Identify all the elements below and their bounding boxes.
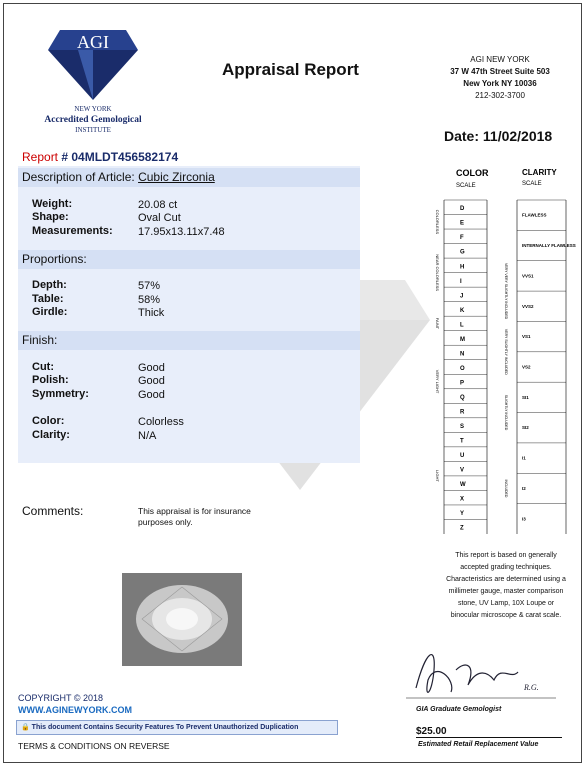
address-line: AGI NEW YORK — [470, 55, 530, 64]
details-panel — [18, 166, 360, 463]
gemstone-photo — [122, 573, 242, 666]
color-grade-letter: H — [460, 264, 465, 271]
color-group-label: NEAR COLORLESS — [435, 254, 440, 291]
website-link[interactable]: WWW.AGINEWYORK.COM — [18, 705, 132, 715]
description-label: Description of Article: — [22, 170, 135, 184]
price-label: Estimated Retail Replacement Value — [418, 741, 539, 748]
clarity-label: Clarity: — [32, 429, 70, 441]
proportions-section — [18, 250, 360, 269]
logo-sub3: INSTITUTE — [75, 126, 111, 134]
report-id: # 04MLDT456582174 — [61, 150, 179, 164]
color-grade-letter: I — [460, 278, 462, 285]
proportions-heading: Proportions: — [22, 252, 87, 266]
terms-notice: TERMS & CONDITIONS ON REVERSE — [18, 741, 170, 751]
logo-text: AGI — [77, 32, 109, 52]
clarity-group-label: VERY SLIGHTLY INCLUDED — [504, 328, 508, 375]
shape-label: Shape: — [32, 211, 69, 223]
color-group-label: FAINT — [435, 317, 440, 330]
color-grade-letter: U — [460, 453, 465, 460]
color-grade-letter: K — [460, 307, 465, 314]
symmetry-label: Symmetry: — [32, 388, 89, 400]
color-grade-letter: L — [460, 322, 464, 329]
color-grade-letter: Q — [460, 394, 465, 401]
girdle-value: Thick — [138, 307, 165, 319]
polish-label: Polish: — [32, 374, 69, 386]
color-grade-letter: P — [460, 380, 465, 387]
cut-label: Cut: — [32, 361, 54, 373]
color-group-label: LIGHT — [435, 470, 440, 482]
color-grade-letter: W — [460, 482, 466, 489]
lock-icon: 🔒 — [21, 724, 30, 731]
color-grade-letter: G — [460, 249, 465, 256]
clarity-group-label: VERY VERY SLIGHTLY INCLUDED — [504, 262, 508, 320]
color-grade-letter: V — [460, 467, 465, 474]
clarity-grade-label: I2 — [522, 485, 526, 491]
color-scale-sub: SCALE — [456, 183, 476, 189]
security-notice — [16, 720, 338, 735]
report-label: Report — [22, 150, 59, 164]
color-grade-letter: N — [460, 351, 465, 358]
agi-logo — [18, 10, 168, 138]
clarity-grade-label: INTERNALLY FLAWLESS — [522, 243, 576, 249]
girdle-label: Girdle: — [32, 306, 68, 318]
page-title: Appraisal Report — [222, 60, 359, 79]
clarity-grade-label: FLAWLESS — [522, 212, 547, 218]
clarity-group-label: SLIGHTLY INCLUDED — [504, 394, 508, 431]
color-grade-letter: O — [460, 365, 465, 372]
signature-text: R.G. — [524, 683, 539, 692]
security-text: This document Contains Security Features To Prevent Unauthorized Duplication — [31, 724, 299, 731]
clarity-grade-label: SI1 — [522, 394, 529, 400]
clarity-grade-label: VS2 — [522, 364, 531, 370]
clarity-scale-title: CLARITY — [522, 168, 557, 177]
logo-sub2: Accredited Gemological — [44, 115, 142, 125]
finish-section — [18, 331, 360, 350]
report-date: Date: 11/02/2018 — [444, 128, 553, 144]
color-group-label: COLORLESS — [435, 209, 440, 235]
address-block — [440, 54, 560, 102]
table-label: Table: — [32, 293, 64, 305]
symmetry-value: Good — [138, 389, 165, 401]
address-line: 37 W 47th Street Suite 503 — [450, 67, 550, 76]
address-line: 212-302-3700 — [475, 91, 525, 100]
clarity-grade-label: VVS1 — [522, 273, 534, 279]
clarity-grade-label: I1 — [522, 455, 526, 461]
copyright: COPYRIGHT © 2018 — [18, 693, 103, 703]
grading-scale — [425, 162, 577, 540]
measurements-label: Measurements: — [32, 225, 113, 237]
color-grade-letter: Y — [460, 511, 465, 518]
color-value: Colorless — [138, 416, 184, 428]
measurements-value: 17.95x13.11x7.48 — [138, 226, 225, 238]
comments-text: This appraisal is for insurance purposes only. — [138, 506, 251, 527]
depth-value: 57% — [138, 280, 161, 292]
article-name: Cubic Zirconia — [138, 170, 215, 184]
polish-value: Good — [138, 375, 165, 387]
price-value: $25.00 — [416, 726, 447, 737]
comments-label: Comments: — [22, 504, 84, 518]
weight-label: Weight: — [32, 198, 73, 210]
color-grade-letter: X — [460, 496, 465, 503]
clarity-grade-label: I3 — [522, 516, 526, 522]
color-grade-letter: J — [460, 293, 464, 300]
color-grade-letter: D — [460, 206, 465, 213]
color-label: Color: — [32, 415, 65, 427]
price-underline — [416, 737, 562, 738]
address-line: New York NY 10036 — [463, 79, 537, 88]
depth-label: Depth: — [32, 279, 67, 291]
description-section — [18, 168, 360, 187]
color-grade-letter: F — [460, 235, 464, 242]
clarity-grade-label: VVS2 — [522, 303, 534, 309]
table-value: 58% — [138, 294, 161, 306]
clarity-scale-sub: SCALE — [522, 181, 542, 187]
color-grade-letter: Z — [460, 525, 464, 532]
color-group-label: VERY LIGHT — [435, 369, 440, 394]
grading-note: This report is based on generally accepted grading techniques. Characteristics are determined using a millimeter gauge, master comparison stone, UV Lamp, 10X Loupe or binocular microscope & carat scale. — [446, 552, 566, 619]
shape-value: Oval Cut — [138, 212, 181, 224]
clarity-group-label: INCLUDED — [504, 479, 508, 498]
color-grade-letter: R — [460, 409, 465, 416]
clarity-value: N/A — [138, 430, 157, 442]
clarity-grade-label: SI2 — [522, 425, 529, 431]
color-grade-letter: S — [460, 423, 465, 430]
logo-sub1: NEW YORK — [74, 105, 112, 113]
clarity-grade-label: VS1 — [522, 334, 531, 340]
color-grade-letter: M — [460, 336, 465, 343]
color-grade-letter: E — [460, 220, 465, 227]
signature — [406, 640, 566, 706]
gemologist-title: GIA Graduate Gemologist — [416, 706, 502, 713]
cut-value: Good — [138, 362, 165, 374]
report-number — [22, 150, 178, 164]
color-grade-letter: T — [460, 438, 464, 445]
weight-value: 20.08 ct — [138, 199, 178, 211]
finish-heading: Finish: — [22, 333, 58, 347]
color-scale-title: COLOR — [456, 168, 489, 178]
